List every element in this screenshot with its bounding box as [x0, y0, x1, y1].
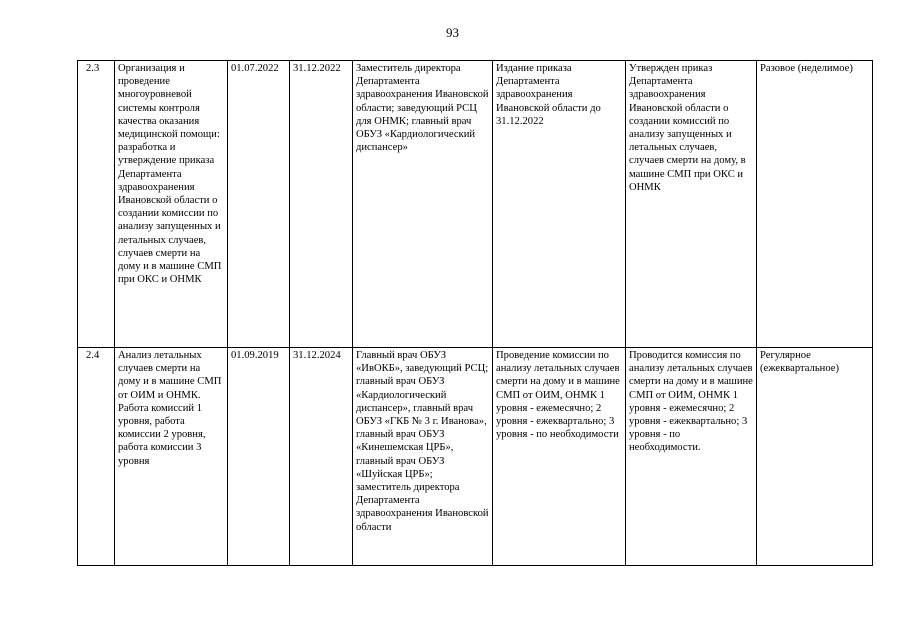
end-date-cell: 31.12.2024 — [290, 348, 353, 566]
responsible-cell: Главный врач ОБУЗ «ИвОКБ», заведующий РСЦ; главный врач ОБУЗ «Кардиологический диспансер», главный врач ОБУЗ «ГКБ № 3 г. Иванова», главный врач ОБУЗ «Кинешемская ЦРБ», главный врач ОБУЗ «Шуйская ЦРБ»; заместитель директора Департамента здравоохранения Ивановской области — [353, 348, 493, 566]
indicator-cell: Проводится комиссия по анализу летальных случаев смерти на дому и в машине СМП от ОИМ, ОНМК 1 уровня - ежемесячно; 2 уровня - ежеквартально; 3 уровня - по необходимости. — [626, 348, 757, 566]
table-row — [78, 348, 873, 566]
indicator-cell: Утвержден приказ Департамента здравоохранения Ивановской области о создании комиссий по анализу запущенных и летальных случаев, случаев смерти на дому, в машине СМП при ОКС и ОНМК — [626, 61, 757, 348]
result-cell: Проведение комиссии по анализу летальных случаев смерти на дому и в машине СМП от ОИМ, ОНМК 1 уровня - ежемесячно; 2 уровня - ежеквартально; 3 уровня - по необходимости — [493, 348, 626, 566]
plan-table — [77, 60, 873, 566]
row-number: 2.3 — [78, 61, 115, 348]
row-number: 2.4 — [78, 348, 115, 566]
type-cell: Регулярное (ежеквартальное) — [757, 348, 873, 566]
responsible-cell: Заместитель директора Департамента здравоохранения Ивановской области; заведующий РСЦ для ОНМК; главный врач ОБУЗ «Кардиологический диспансер» — [353, 61, 493, 348]
page-number: 93 — [446, 25, 459, 40]
table-row — [78, 61, 873, 348]
start-date-cell: 01.07.2022 — [228, 61, 290, 348]
type-cell: Разовое (неделимое) — [757, 61, 873, 348]
event-cell: Организация и проведение многоуровневой системы контроля качества оказания медицинской помощи: разработка и утверждение приказа Департамента здравоохранения Ивановской области о создании комиссии по анализу запущенных и летальных случаев, случаев смерти на дому и в машине СМП при ОКС и ОНМК — [115, 61, 228, 348]
result-cell: Издание приказа Департамента здравоохранения Ивановской области до 31.12.2022 — [493, 61, 626, 348]
event-cell: Анализ летальных случаев смерти на дому и в машине СМП от ОИМ и ОНМК. Работа комиссий 1 уровня, работа комиссии 2 уровня, работа комиссии 3 уровня — [115, 348, 228, 566]
end-date-cell: 31.12.2022 — [290, 61, 353, 348]
start-date-cell: 01.09.2019 — [228, 348, 290, 566]
